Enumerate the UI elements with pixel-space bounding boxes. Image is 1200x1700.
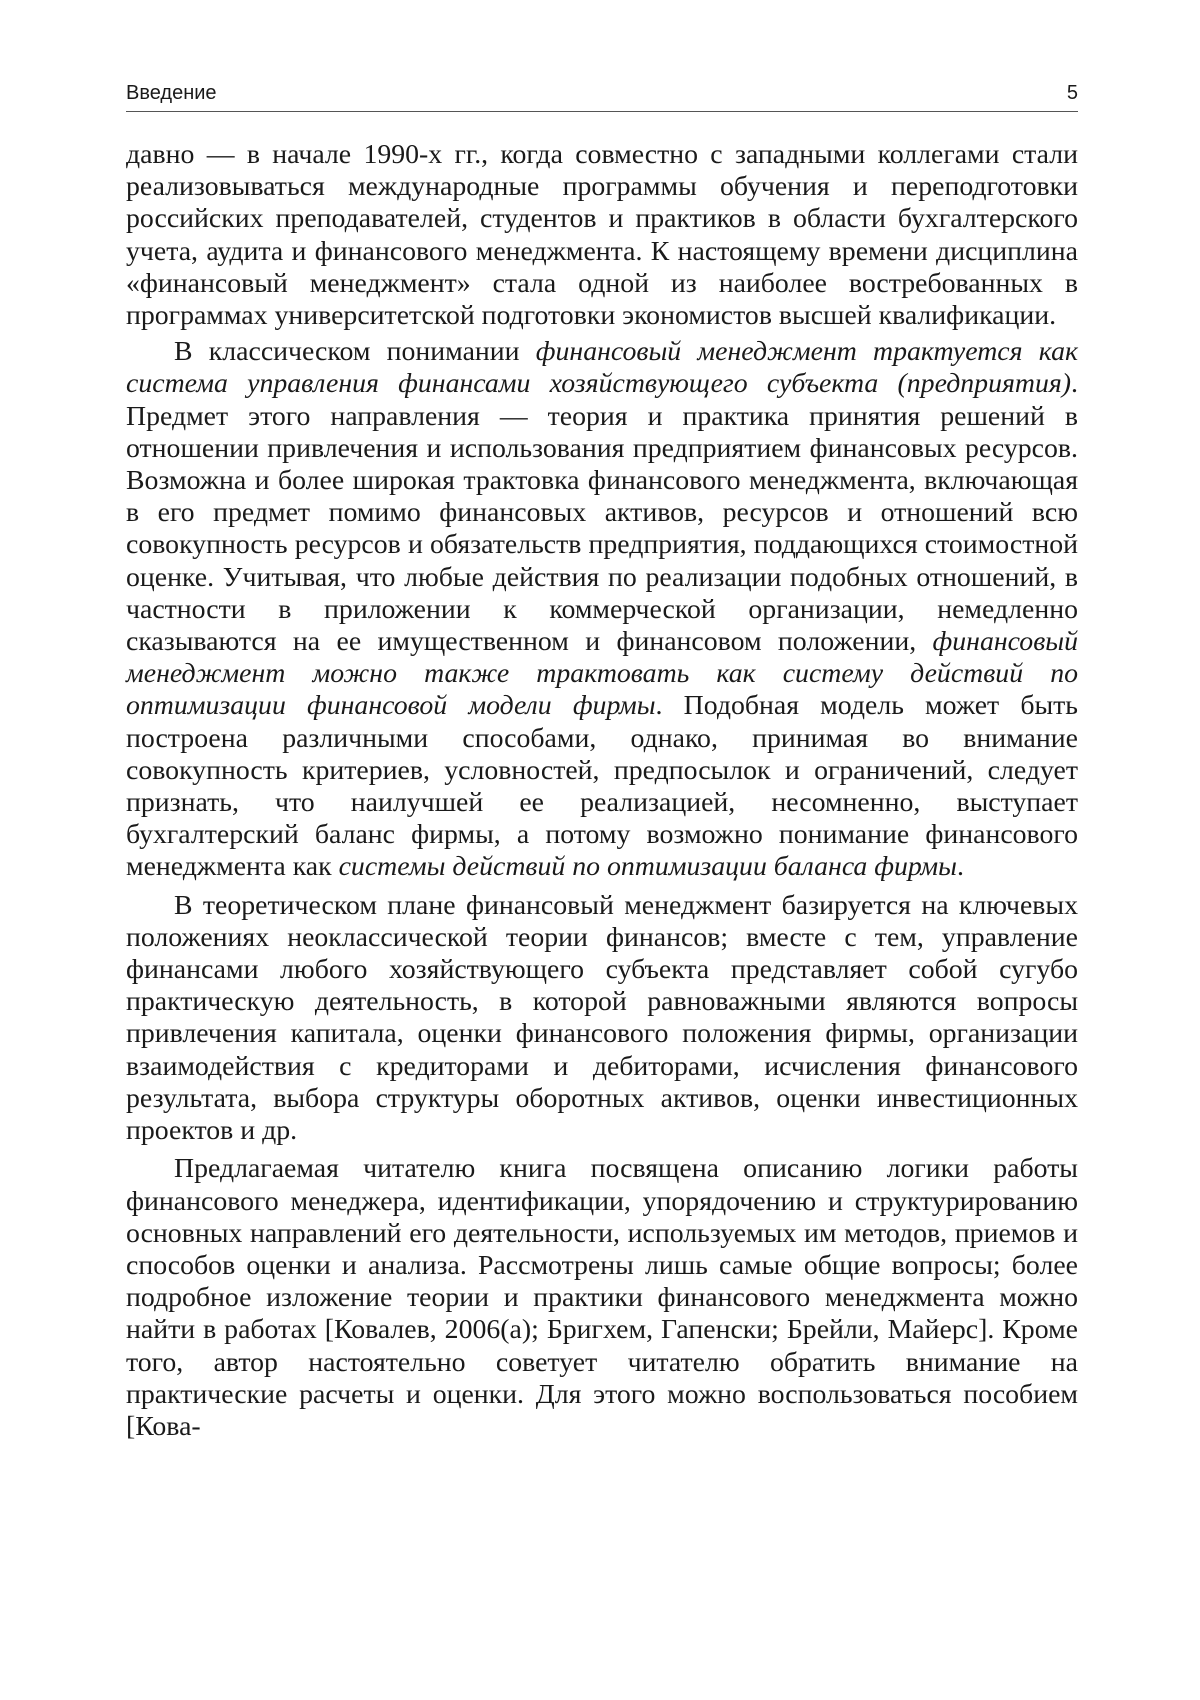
paragraph-3 <box>126 890 1078 1148</box>
section-title: Введение <box>126 82 217 104</box>
book-page <box>126 0 1078 1700</box>
emphasis-definition: финансовый менеджмент можно также трактовать как систему действий по оптимизации финансовой модели фирмы <box>126 626 1078 722</box>
paragraph-text: давно — в начале 1990-х гг., когда совместно с западными коллегами стали реализовываться международные программы обучения и переподготовки российских преподавателей, студентов и практиков в области бухгалтерского учета, аудита и финансового менеджмента. К настоящему времени дисциплина «финансовый менеджмент» стала одной из наиболее востребованных в программах университетской подготовки экономистов высшей квалификации. <box>126 139 1078 332</box>
page-number: 5 <box>1066 82 1078 104</box>
paragraph-text: В теоретическом плане финансовый менеджмент базируется на ключевых положениях неоклассической теории финансов; вместе с тем, управление финансами любого хозяйствующего субъекта представляет собой сугубо практическую деятельность, в которой равноважными являются вопросы привлечения капитала, оценки финансового положения фирмы, организации взаимодействия с кредиторами и дебиторами, исчисления финансового результата, выбора структуры оборотных активов, оценки инвестиционных проектов и др. <box>126 889 1078 1147</box>
paragraph-1 <box>126 139 1078 332</box>
paragraph-text: . Подобная модель может быть построена различными способами, однако, принимая во внимание совокупность критериев, условностей, предпосылок и ограничений, следует признать, что наилучшей ее реализацией, несомненно, выступает бухгалтерский баланс фирмы, а потому возможно понимание финансового менеджмента как <box>126 690 1078 883</box>
paragraph-text: В классическом понимании <box>174 336 536 368</box>
emphasis-definition: системы действий по оптимизации баланса фирмы <box>338 851 957 883</box>
emphasis-definition: финансовый менеджмент трактуется как система управления финансами хозяйствующего субъекта (предприятия) <box>126 336 1078 400</box>
paragraph-text: . <box>957 851 964 883</box>
paragraph-4 <box>126 1153 1078 1443</box>
body-text <box>126 139 1078 1447</box>
paragraph-text: . Предмет этого направления — теория и практика принятия решений в отношении привлечения и использования предприятием финансовых ресурсов. Возможна и более широкая трактовка финансового менеджмента, включающая в его предмет помимо финансовых активов, ресурсов и отношений всю совокупность ресурсов и обязательств предприятия, поддающихся стоимостной оценке. Учитывая, что любые действия по реализации подобных отношений, в частности в приложении к коммерческой организации, немедленно сказываются на ее имущественном и финансовом положении, <box>126 368 1078 658</box>
paragraph-text: Предлагаемая читателю книга посвящена описанию логики работы финансового менеджера, идентификации, упорядочению и структурированию основных направлений его деятельности, используемых им методов, приемов и способов оценки и анализа. Рассмотрены лишь самые общие вопросы; более подробное изложение теории и практики финансового менеджмента можно найти в работах [Ковалев, 2006(а); Бригхем, Гапенски; Брейли, Майерс]. Кроме того, автор настоятельно советует читателю обратить внимание на практические расчеты и оценки. Для этого можно воспользоваться пособием [Кова- <box>126 1153 1078 1442</box>
running-header <box>126 78 1078 112</box>
paragraph-2 <box>126 336 1078 883</box>
